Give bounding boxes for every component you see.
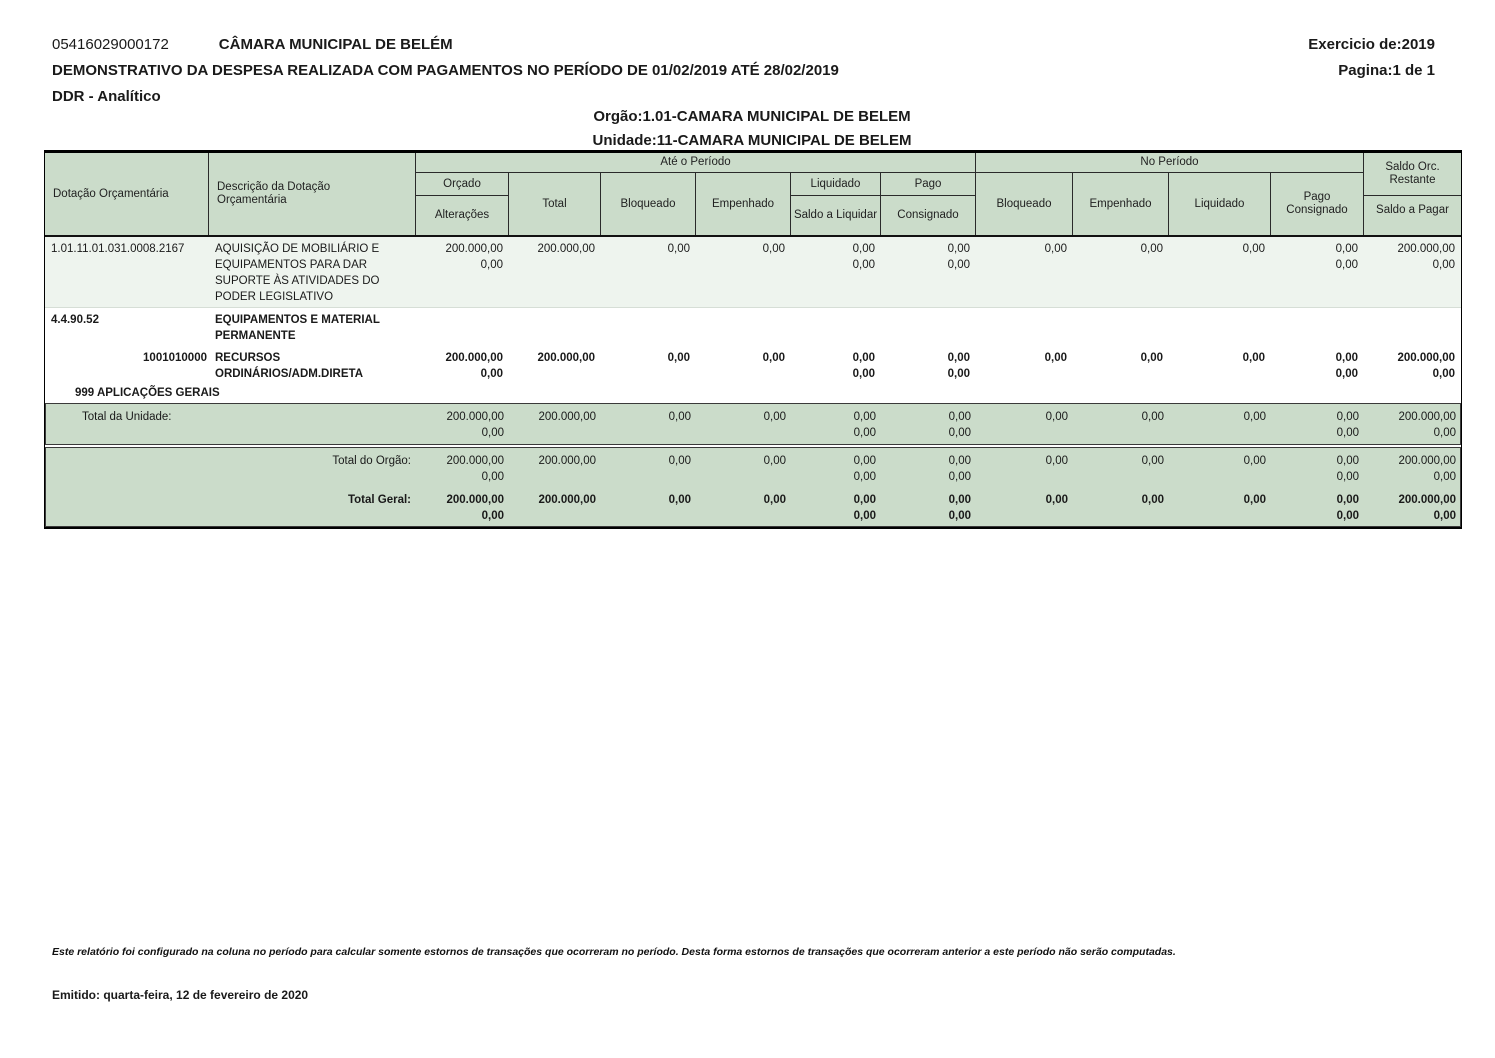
cell-total: 200.000,00 (538, 494, 596, 506)
cell-total: 200.000,00 (537, 352, 595, 364)
cell-liquidado-saldo (791, 346, 881, 384)
cell-empenhado-ate: 0,00 (763, 494, 786, 506)
value-saldo-a-liquidar: 0,00 (853, 471, 876, 483)
total-unidade-band (45, 403, 1461, 445)
cell-pago-consignado (882, 448, 977, 487)
value-saldo-a-liquidar: 0,00 (852, 368, 875, 380)
cell-bloqueado-ate: 0,00 (667, 352, 690, 364)
cell-empenhado-no: 0,00 (1141, 494, 1164, 506)
cell-liquidado-saldo (792, 404, 882, 444)
value-orcado: 200.000,00 (445, 243, 503, 255)
report-note: Este relatório foi configurado na coluna no período para calcular somente estornos de transações que ocorreram no período. Desta forma estornos de transações que ocorreram anterior a este período não serão computadas. (52, 946, 1176, 958)
cell-liquidado-no: 0,00 (1242, 243, 1265, 255)
row-fonte-recurso (45, 346, 1461, 384)
report-title: DEMONSTRATIVO DA DESPESA REALIZADA COM PAGAMENTOS NO PERÍODO DE 01/02/2019 ATÉ 28/02/2019 (52, 62, 839, 79)
cell-bloqueado-ate: 0,00 (668, 494, 691, 506)
cell-total: 200.000,00 (538, 411, 596, 423)
row-total-unidade (46, 404, 1460, 444)
cell-saldo-restante (1365, 448, 1462, 487)
value-alteracoes: 0,00 (481, 471, 504, 483)
row-total-geral (46, 487, 1460, 526)
value-saldo-restante: 200.000,00 (1397, 243, 1455, 255)
cell-aplicacao-label: 999 APLICAÇÕES GERAIS (75, 387, 220, 399)
value-consignado-no: 0,00 (1335, 259, 1358, 271)
cell-empenhado-ate: 0,00 (762, 243, 785, 255)
cell-empenhado-no: 0,00 (1140, 352, 1163, 364)
expense-table (44, 150, 1462, 529)
value-pago: 0,00 (947, 243, 970, 255)
header-pago-no: Pago (1303, 191, 1331, 203)
cell-saldo-restante (1365, 487, 1462, 526)
cell-empenhado-no: 0,00 (1140, 243, 1163, 255)
cell-orcado-alteracoes (416, 237, 509, 307)
header-line-1 (52, 36, 1435, 53)
cell-empenhado-no: 0,00 (1141, 455, 1164, 467)
header-descricao: Descrição da Dotação Orçamentária (209, 153, 416, 235)
header-saldo-a-liquidar: Saldo a Liquidar (791, 196, 881, 235)
cell-saldo-restante (1364, 346, 1461, 384)
value-consignado: 0,00 (947, 368, 970, 380)
value-pago-no: 0,00 (1335, 243, 1358, 255)
cell-bloqueado-no: 0,00 (1045, 455, 1068, 467)
value-orcado: 200.000,00 (446, 494, 504, 506)
value-liquidado: 0,00 (852, 352, 875, 364)
total-unidade-label: Total da Unidade: (82, 411, 172, 423)
cell-liquidado-no: 0,00 (1243, 455, 1266, 467)
cell-bloqueado-no: 0,00 (1044, 352, 1067, 364)
value-liquidado: 0,00 (853, 411, 876, 423)
cell-bloqueado-no: 0,00 (1045, 494, 1068, 506)
value-saldo-a-liquidar: 0,00 (853, 427, 876, 439)
cell-dotacao-code: 1.01.11.01.031.0008.2167 (51, 243, 185, 255)
value-consignado-no: 0,00 (1336, 427, 1359, 439)
header-line-2 (52, 62, 1435, 79)
cell-pago-consignado-no (1272, 487, 1365, 526)
cell-empenhado-no: 0,00 (1141, 411, 1164, 423)
page-number-label: Pagina:1 de 1 (1338, 62, 1435, 79)
row-dotacao-detail (45, 237, 1461, 308)
value-pago-no: 0,00 (1335, 352, 1358, 364)
cell-pago-consignado-no (1271, 237, 1364, 307)
exercise-label: Exercicio de:2019 (1308, 36, 1435, 53)
header-liquidado-ate: Liquidado (791, 173, 881, 196)
value-consignado: 0,00 (948, 471, 971, 483)
cell-pago-consignado (882, 487, 977, 526)
cell-elemento-desc: EQUIPAMENTOS E MATERIAL PERMANENTE (215, 314, 380, 342)
cell-bloqueado-ate: 0,00 (668, 455, 691, 467)
header-empenhado-no: Empenhado (1073, 173, 1169, 235)
value-pago: 0,00 (948, 494, 971, 506)
cell-liquidado-saldo (792, 487, 882, 526)
header-consignado-no: Consignado (1286, 204, 1348, 216)
value-saldo-a-pagar: 0,00 (1433, 427, 1456, 439)
row-aplicacao (45, 384, 1461, 403)
value-liquidado: 0,00 (853, 494, 876, 506)
cell-orcado-alteracoes (417, 487, 510, 526)
header-group-ate-periodo: Até o Período (416, 153, 976, 173)
cell-pago-consignado (882, 404, 977, 444)
total-orgao-geral-band (45, 447, 1461, 527)
value-orcado: 200.000,00 (445, 352, 503, 364)
value-saldo-a-pagar: 0,00 (1433, 510, 1456, 522)
cell-total: 200.000,00 (537, 243, 595, 255)
cell-liquidado-no: 0,00 (1243, 411, 1266, 423)
value-orcado: 200.000,00 (446, 455, 504, 467)
value-pago-no: 0,00 (1336, 494, 1359, 506)
header-saldo-a-pagar: Saldo a Pagar (1376, 204, 1449, 216)
cell-bloqueado-no: 0,00 (1045, 411, 1068, 423)
table-header (45, 153, 1461, 237)
report-type: DDR - Analítico (52, 88, 161, 105)
cell-pago-consignado (881, 346, 976, 384)
header-consignado-ate: Consignado (881, 196, 976, 235)
cell-empenhado-ate: 0,00 (762, 352, 785, 364)
entity-name: CÂMARA MUNICIPAL DE BELÉM (218, 36, 453, 53)
header-bloqueado-ate: Bloqueado (601, 173, 696, 235)
value-saldo-restante: 200.000,00 (1398, 494, 1456, 506)
header-orcado: Orçado (416, 173, 509, 196)
header-group-no-periodo: No Período (976, 153, 1364, 173)
cell-fonte-desc: RECURSOS ORDINÁRIOS/ADM.DIRETA (215, 352, 364, 380)
value-saldo-a-liquidar: 0,00 (853, 510, 876, 522)
value-alteracoes: 0,00 (481, 427, 504, 439)
value-liquidado: 0,00 (853, 455, 876, 467)
cell-empenhado-ate: 0,00 (763, 411, 786, 423)
header-saldo-orc-restante: Saldo Orc. Restante (1364, 153, 1461, 196)
value-consignado: 0,00 (947, 259, 970, 271)
value-pago: 0,00 (948, 411, 971, 423)
value-saldo-a-pagar: 0,00 (1433, 471, 1456, 483)
value-alteracoes: 0,00 (481, 510, 504, 522)
header-pago-ate: Pago (881, 173, 976, 196)
cell-pago-consignado-no (1271, 346, 1364, 384)
header-pago-consignado-no (1271, 173, 1364, 235)
cell-bloqueado-ate: 0,00 (667, 243, 690, 255)
cell-liquidado-no: 0,00 (1243, 494, 1266, 506)
header-dotacao: Dotação Orçamentária (45, 153, 209, 235)
orgao-line: Orgão:1.01-CAMARA MUNICIPAL DE BELEM (593, 108, 911, 125)
header-liquidado-no: Liquidado (1169, 173, 1271, 235)
value-saldo-restante: 200.000,00 (1397, 352, 1455, 364)
row-total-orgao (46, 448, 1460, 487)
value-pago: 0,00 (947, 352, 970, 364)
cell-pago-consignado-no (1272, 448, 1365, 487)
value-pago-no: 0,00 (1336, 455, 1359, 467)
header-bloqueado-no: Bloqueado (976, 173, 1073, 235)
cell-total: 200.000,00 (538, 455, 596, 467)
cell-bloqueado-no: 0,00 (1044, 243, 1067, 255)
value-alteracoes: 0,00 (480, 259, 503, 271)
cell-orcado-alteracoes (416, 346, 509, 384)
cell-orcado-alteracoes (417, 404, 510, 444)
unidade-line: Unidade:11-CAMARA MUNICIPAL DE BELEM (592, 132, 912, 149)
total-geral-label: Total Geral: (347, 494, 411, 506)
value-alteracoes: 0,00 (480, 368, 503, 380)
cell-elemento-code: 4.4.90.52 (51, 314, 99, 326)
report-code: 05416029000172 (52, 36, 169, 53)
value-saldo-a-liquidar: 0,00 (852, 259, 875, 271)
cell-pago-consignado (881, 237, 976, 307)
value-consignado-no: 0,00 (1335, 368, 1358, 380)
emission-date: Emitido: quarta-feira, 12 de fevereiro de 2020 (52, 988, 309, 1002)
cell-orcado-alteracoes (417, 448, 510, 487)
value-consignado-no: 0,00 (1336, 471, 1359, 483)
value-orcado: 200.000,00 (446, 411, 504, 423)
header-line-3 (52, 88, 1435, 105)
cell-saldo-restante (1364, 237, 1461, 307)
total-orgao-label: Total do Orgão: (332, 455, 411, 467)
header-empenhado-ate: Empenhado (696, 173, 791, 235)
value-consignado-no: 0,00 (1336, 510, 1359, 522)
value-saldo-a-pagar: 0,00 (1432, 368, 1455, 380)
value-liquidado: 0,00 (852, 243, 875, 255)
cell-pago-consignado-no (1272, 404, 1365, 444)
value-pago-no: 0,00 (1336, 411, 1359, 423)
cell-liquidado-no: 0,00 (1242, 352, 1265, 364)
cell-dotacao-desc: AQUISIÇÃO DE MOBILIÁRIO E EQUIPAMENTOS PARA DAR SUPORTE ÀS ATIVIDADES DO PODER LEGISLATIVO (215, 243, 380, 303)
value-saldo-restante: 200.000,00 (1398, 455, 1456, 467)
cell-saldo-restante (1365, 404, 1462, 444)
header-total: Total (509, 173, 601, 235)
value-consignado: 0,00 (948, 427, 971, 439)
cell-bloqueado-ate: 0,00 (668, 411, 691, 423)
value-pago: 0,00 (948, 455, 971, 467)
cell-empenhado-ate: 0,00 (763, 455, 786, 467)
value-saldo-a-pagar: 0,00 (1432, 259, 1455, 271)
cell-fonte-code: 1001010000 (143, 352, 207, 364)
cell-liquidado-saldo (792, 448, 882, 487)
cell-liquidado-saldo (791, 237, 881, 307)
header-alteracoes: Alterações (416, 196, 509, 235)
value-consignado: 0,00 (948, 510, 971, 522)
row-elemento (45, 308, 1461, 346)
value-saldo-restante: 200.000,00 (1398, 411, 1456, 423)
